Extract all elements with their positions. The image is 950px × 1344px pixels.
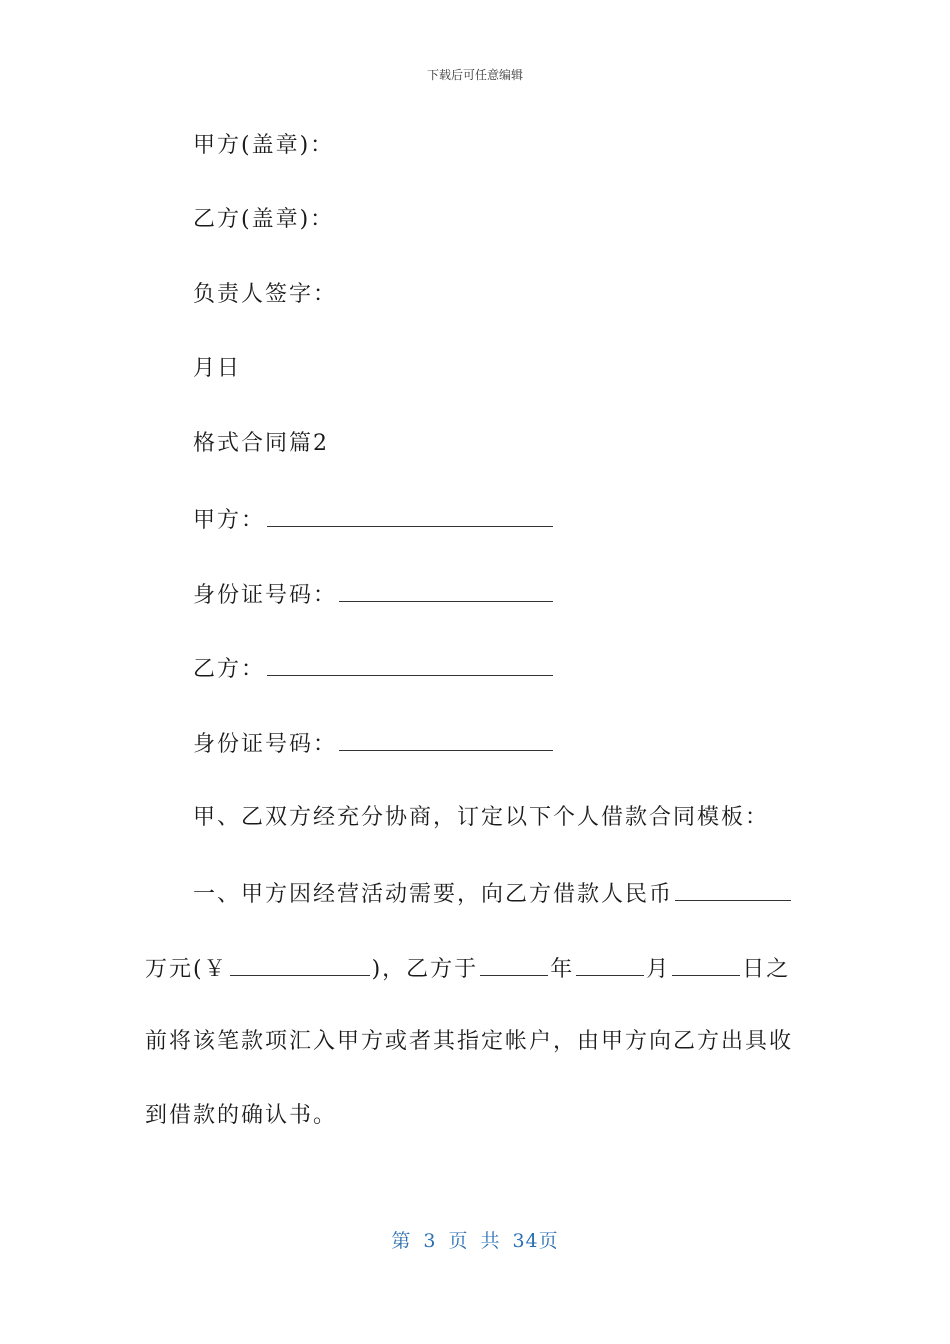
party-b-field [193,653,555,685]
party-b-blank [267,653,553,676]
id-number-b-label: 身份证号码： [193,732,338,757]
clause1-text-1: 一、甲方因经营活动需要，向乙方借款人民币 [193,882,674,907]
id-number-a-blank [339,579,553,602]
clause1-line2 [145,953,790,985]
clause1-line3: 前将该笔款项汇入甲方或者其指定帐户，由甲方向乙方出具收 [145,1029,794,1054]
section-title: 格式合同篇2 [193,431,329,456]
party-b-seal-line: 乙方(盖章)： [193,207,335,232]
footer-total-pages: 34页 [512,1230,559,1252]
year-blank [480,953,548,976]
id-number-b-field [193,728,555,760]
clause1-text-2b: )，乙方于 [371,957,479,982]
footer-prefix: 第 [391,1230,412,1252]
header-note: 下载后可任意编辑 [426,68,523,82]
intro-paragraph: 甲、乙双方经充分协商，订定以下个人借款合同模板： [193,805,770,830]
loan-amount-figure-blank [230,953,370,976]
party-b-label: 乙方： [193,657,266,682]
date-line: 月日 [193,356,242,381]
clause1-line1 [193,878,793,910]
person-in-charge-line: 负责人签字： [193,282,338,307]
day-blank [672,953,740,976]
id-number-b-blank [339,728,553,751]
clause1-line4: 到借款的确认书。 [145,1103,338,1128]
loan-amount-blank [675,878,791,901]
footer-page-unit: 页 [448,1230,469,1252]
footer-page-number: 3 [423,1230,437,1252]
month-label: 月 [646,957,671,982]
id-number-a-field [193,579,555,611]
year-label: 年 [550,957,575,982]
clause1-text-2a: 万元(￥ [145,957,228,982]
party-a-seal-line: 甲方(盖章)： [193,133,335,158]
page-footer [0,1226,950,1253]
month-blank [576,953,644,976]
day-label: 日之 [742,957,791,982]
party-a-label: 甲方： [193,508,266,533]
party-a-field [193,504,555,536]
footer-total-prefix: 共 [480,1230,501,1252]
id-number-a-label: 身份证号码： [193,583,338,608]
party-a-blank [267,504,553,527]
